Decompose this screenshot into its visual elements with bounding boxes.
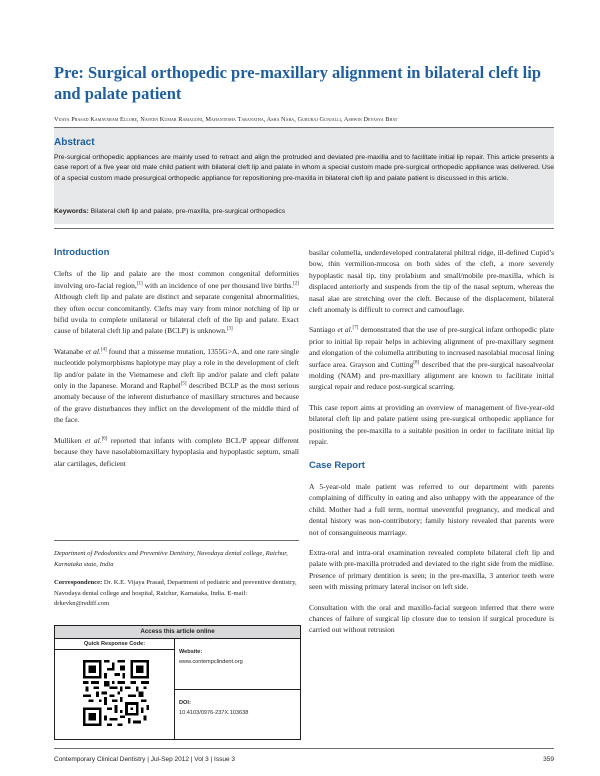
access-box-header: Access this article online — [55, 626, 300, 639]
page-footer — [54, 756, 554, 763]
citation[interactable]: [2] — [293, 281, 299, 287]
journal-info: Contemporary Clinical Dentistry | Jul-Sep 2012 | Vol 3 | Issue 3 — [54, 756, 236, 763]
article-title: Pre: Surgical orthopedic pre-maxillary alignment in bilateral cleft lip and palate patient — [54, 63, 541, 103]
case-paragraph-2: Extra-oral and intra-oral examination revealed complete bilateral cleft lip and palate with pre-maxilla protruded and deviated to the right side from the midline. Presence of primary dentition is seen; in the pre-maxilla, 3 anterior teeth were seen with missing primary lateral incisor on left side. — [309, 547, 554, 592]
correspondence: Correspondence: Dr. K.E. Vijaya Prasad, Department of pediatric and preventive dentistry, Navodaya dental college and hospital, Raichur, Karnataka, India. E-mail: drkevkn@rediff.com — [54, 579, 297, 607]
case-paragraph-3: Consultation with the oral and maxillo-facial surgeon inferred that there were chances of failure of surgical lip closure due to tension if surgical procedure is carried out without retrusion — [309, 602, 554, 635]
intro-paragraph-2: Watanabe et al.[4] found that a missense mutation, 1355G>A, and one rare single nucleotide polymorphisms haplotype may play a role in the development of cleft lip and/or palate in the Vietnamese and cleft lip and/or palate and cleft palate only in the Japanese. Morand and Raphel[5] described BCLP as the most serious anomaly because of the inherent disturbance of maxillary structures and because of the grave disturbances they inflict on the development of the middle third of the face. — [54, 346, 299, 425]
author-list: Vijaya Prasad Kamavaram Ellore, Naveen Kumar Ramagoni, Mahantesha Taranatha, Asha Nara, Gururaj Gunjalli, Ashwin Devasya Bhat — [54, 116, 398, 123]
case-paragraph-1: A 5-year-old male patient was referred to our department with parents complaining of difficulty in eating and also unhappy with the appearance of the child. Mother had a full term, normal uneventful pregnancy, and medical and dental history was non-contributory; family history revealed that parents were not of consanguineous marriage. — [309, 481, 554, 537]
qr-label: Quick Response Code: — [55, 639, 175, 650]
intro-paragraph-1: Clefts of the lip and palate are the most common congenital deformities involving oro-facial region,[1] with an incidence of one per thousand live births.[2] Although cleft lip and palate are distinct and separate congenital abnormalities, they often occur concomitantly. Clefts may vary from minor notching of lip or bifid uvula to complete unilateral or bilateral cleft of the lip and palate. Exact cause of bilateral cleft lip and palate (BCLP) is unknown.[3] — [54, 269, 299, 336]
citation[interactable]: [4] — [100, 347, 107, 353]
website-cell — [175, 639, 300, 690]
citation[interactable]: [5] — [180, 381, 187, 387]
case-report-heading: Case Report — [309, 459, 365, 471]
affiliation: Department of Pedodontics and Preventive Dentistry, Navodaya dental college, Raichur, Karnataka state, India — [54, 550, 288, 568]
abstract-divider — [54, 228, 554, 229]
website-label: Website: — [179, 649, 203, 655]
doi-cell — [175, 690, 300, 739]
doi-link[interactable]: 10.4103/0976-237X.103638 — [179, 710, 249, 716]
left-column — [54, 247, 299, 478]
footer-divider — [54, 748, 554, 749]
qr-code-icon[interactable] — [83, 660, 149, 726]
website-link[interactable]: www.contempclindent.org — [179, 659, 243, 665]
keywords-label: Keywords: — [54, 208, 89, 215]
citation[interactable]: [3] — [226, 326, 233, 332]
citation[interactable]: [6] — [101, 436, 108, 442]
abstract-text: Pre-surgical orthopedic appliances are mainly used to retract and align the protruded and deviated pre-maxilla and to facilitate initial lip repair. This article presents a case report of a five year old male child patient with bilateral cleft lip and palate in whom a special custom made pre-surgical orthopedic appliance was delivered. Use of a special custom made presurgical orthopedic appliance for repositioning pre-maxilla in bilateral cleft lip and palate patient is discussed in this article. — [54, 154, 554, 182]
keywords-text: Bilateral cleft lip and palate, pre-maxilla, pre-surgical orthopedics — [90, 208, 286, 215]
introduction-heading: Introduction — [54, 247, 110, 258]
access-article-box — [54, 625, 301, 740]
doi-label: DOI: — [179, 700, 191, 706]
intro-paragraph-3: Mulliken et al.[6] reported that infants with complete BCL/P appear different because they have nasolabiomaxillary hypoplasia and hypoplastic septum, small alar cartilages, deficient — [54, 435, 299, 468]
keywords — [54, 208, 554, 215]
abstract-heading: Abstract — [54, 137, 95, 148]
affiliation-divider — [54, 540, 299, 541]
page-number: 359 — [543, 756, 554, 763]
right-column — [309, 247, 554, 645]
citation[interactable]: [8] — [413, 360, 420, 366]
citation[interactable]: [7] — [352, 325, 359, 331]
intro-paragraph-6: This case report aims at providing an overview of management of five-year-old bilateral cleft lip and palate patient using pre-surgical orthopedic appliance for positioning the pre-maxilla to a suitable position in order to facilitate initial lip repair. — [309, 402, 554, 447]
qr-cell — [55, 650, 175, 739]
citation[interactable]: [1] — [136, 281, 143, 287]
intro-paragraph-4: basilar columella, underdeveloped contralateral philtral ridge, ill-defined Cupid’s bow, thin vermilion-mucosa on both sides of the cleft, a more severely hypoplastic nasal tip, tiny prolabium and small/mobile pre-maxilla, which is displaced anteriorly and suspends from the tip of the nasal septum, whereas the nasal alae are stretching over the cleft. Because of the displacement, bilateral cleft anomaly is difficult to correct and camouflage. — [309, 248, 554, 315]
intro-paragraph-5: Santiago et al.[7] demonstrated that the use of pre-surgical infant orthopedic plate prior to initial lip repair helps in achieving alignment of pre-maxillary segment and elongation of the columella attributing to increased nasolabial mucosal lining surface area. Grayson and Cutting[8] described that the pre-surgical nasoalveolar molding (NAM) and pre-maxillary alignment are known to facilitate initial surgical repair and reduce post-surgical scarring. — [309, 325, 554, 392]
